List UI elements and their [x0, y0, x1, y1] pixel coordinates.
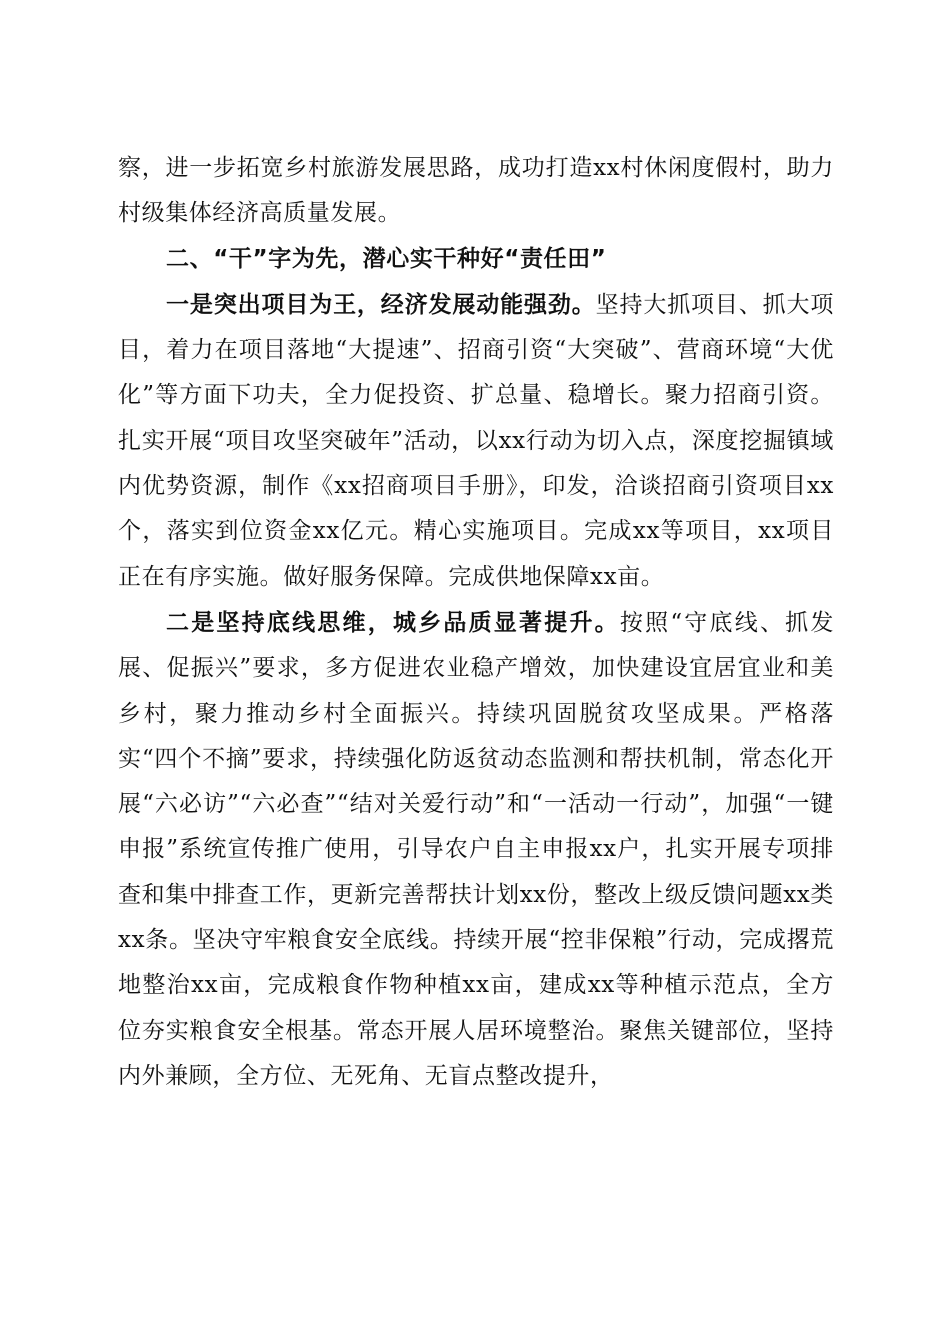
paragraph-project	[118, 282, 834, 600]
paragraph-project-lead: 一是突出项目为王，经济发展动能强劲。	[166, 290, 596, 318]
body-text	[118, 146, 834, 1099]
paragraph-bottom-line-body: 按照“守底线、抓发展、促振兴”要求，多方促进农业稳产增效，加快建设宜居宜业和美乡村，聚力推动乡村全面振兴。持续巩固脱贫攻坚成果。严格落实“四个不摘”要求，持续强化防返贫动态监测和帮扶机制，常态化开展“六必访”“六必查”“结对关爱行动”和“一活动一行动”，加强“一键申报”系统宣传推广使用，引导农户自主申报xx户，扎实开展专项排查和集中排查工作，更新完善帮扶计划xx份，整改上级反馈问题xx类xx条。坚决守牢粮食安全底线。持续开展“控非保粮”行动，完成撂荒地整治xx亩，完成粮食作物种植xx亩，建成xx等种植示范点，全方位夯实粮食安全根基。常态开展人居环境整治。聚焦关键部位，坚持内外兼顾，全方位、无死角、无盲点整改提升，	[118, 609, 834, 1089]
paragraph-bottom-line-lead: 二是坚持底线思维，城乡品质显著提升。	[166, 608, 620, 636]
continued-paragraph: 察，进一步拓宽乡村旅游发展思路，成功打造xx村休闲度假村，助力村级集体经济高质量发展。	[118, 155, 834, 227]
paragraph-bottom-line	[118, 600, 834, 1099]
paragraph-project-body: 坚持大抓项目、抓大项目，着力在项目落地“大提速”、招商引资“大突破”、营商环境“大优化”等方面下功夫，全力促投资、扩总量、稳增长。聚力招商引资。扎实开展“项目攻坚突破年”活动，以xx行动为切入点，深度挖掘镇域内优势资源，制作《xx招商项目手册》，印发，洽谈招商引资项目xx个，落实到位资金xx亿元。精心实施项目。完成xx等项目，xx项目正在有序实施。做好服务保障。完成供地保障xx亩。	[118, 291, 834, 590]
section-heading: 二、“干”字为先，潜心实干种好“责任田”	[166, 245, 607, 272]
